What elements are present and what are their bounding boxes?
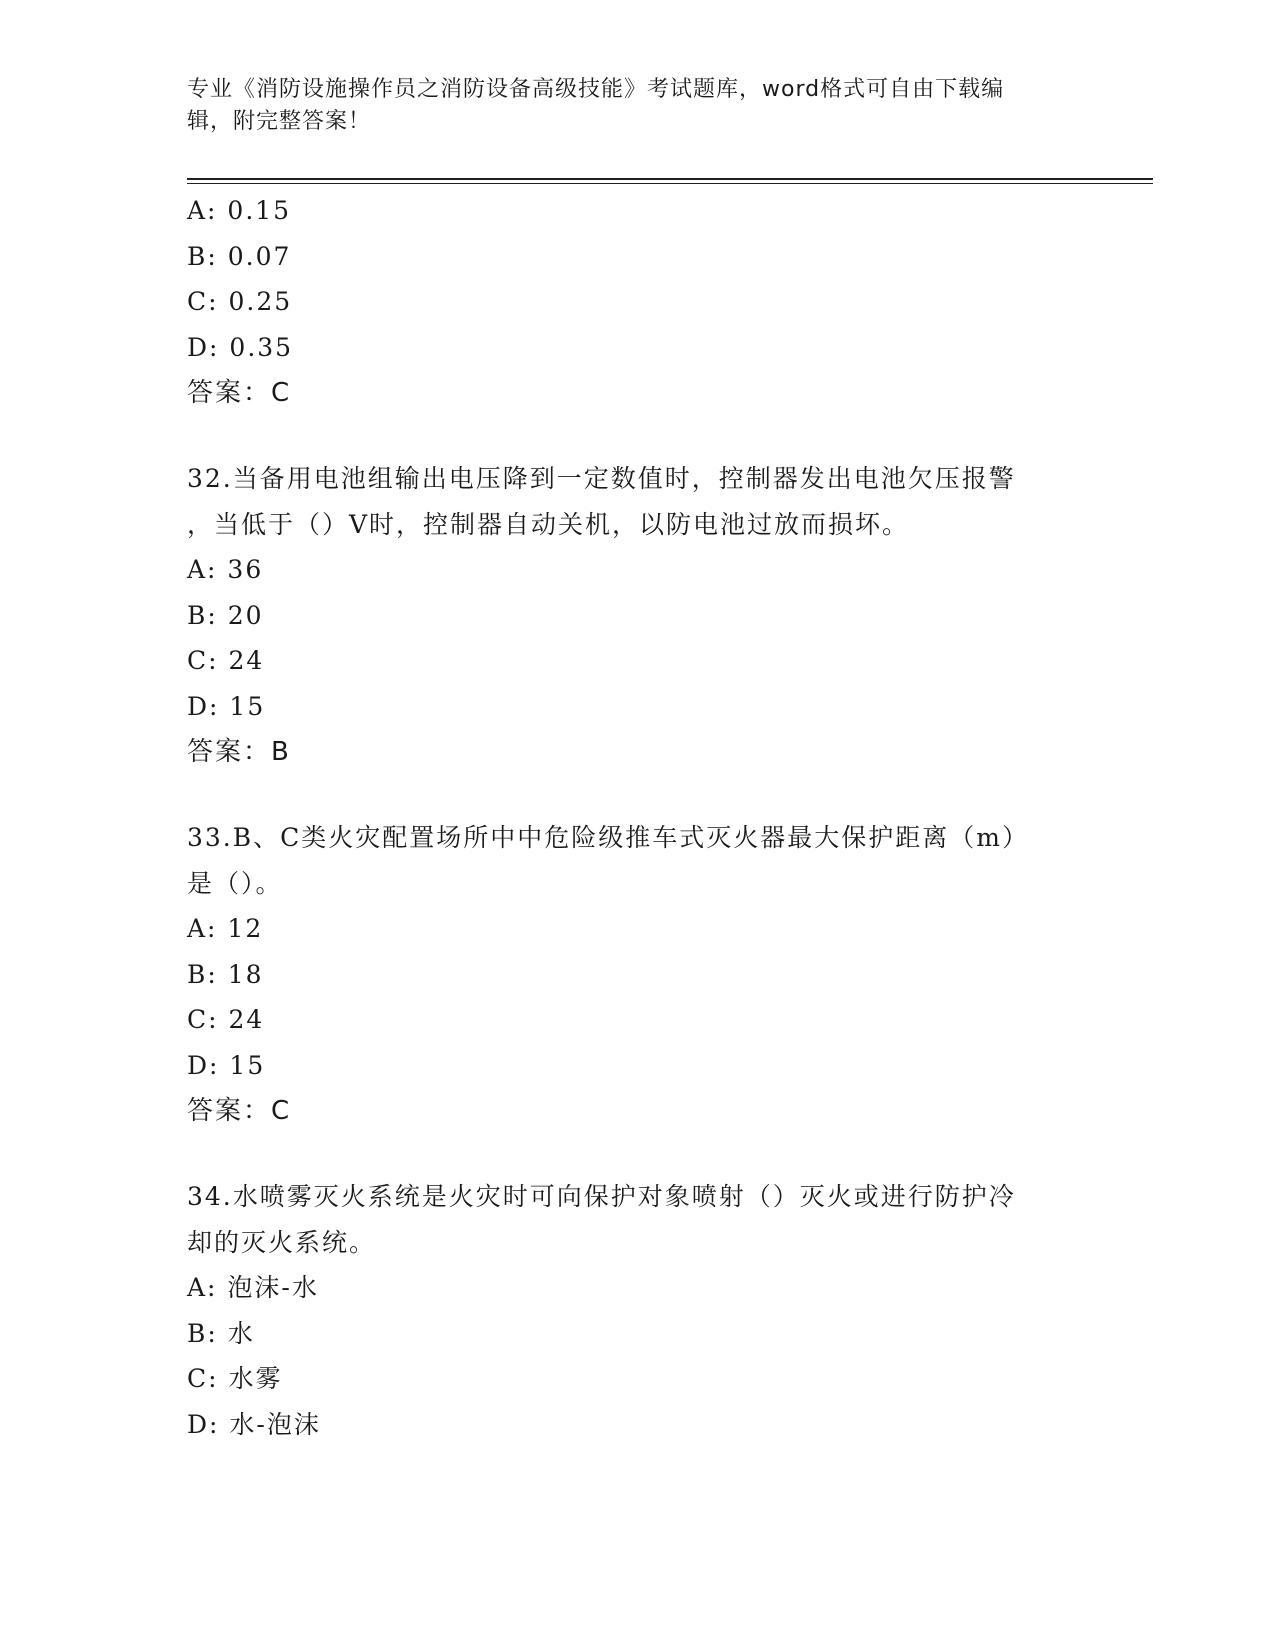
question-text-line-1: 34.水喷雾灭火系统是火灾时可向保护对象喷射（）灭火或进行防护冷 — [187, 1182, 1016, 1211]
option-c: C: 0.25 — [187, 287, 293, 316]
option-a: A: 0.15 — [187, 196, 292, 225]
header-divider-thin — [187, 183, 1153, 184]
prev-question-block — [187, 188, 1087, 416]
option-c: C: 24 — [187, 646, 265, 675]
question-text-line-1: 32.当备用电池组输出电压降到一定数值时，控制器发出电池欠压报警 — [187, 464, 1016, 493]
answer-line: 答案：C — [187, 1096, 292, 1126]
question-text-line-2: 是（）。 — [187, 868, 283, 898]
header-line-1: 专业《消防设施操作员之消防设备高级技能》考试题库，word格式可自由下载编 — [187, 77, 1005, 102]
question-text-line-1: 33.B、C类火灾配置场所中中危险级推车式灭火器最大保护距离（m） — [187, 823, 1029, 852]
option-b: B: 水 — [187, 1318, 255, 1348]
question-32 — [187, 456, 1087, 775]
option-a: A: 泡沫-水 — [187, 1273, 319, 1302]
header-divider-thick — [187, 178, 1153, 180]
answer-line: 答案：C — [187, 378, 292, 408]
option-a: A: 36 — [187, 555, 264, 584]
option-d: D: 水-泡沫 — [187, 1409, 321, 1439]
option-c: C: 水雾 — [187, 1364, 283, 1393]
question-text-line-2: 却的灭火系统。 — [187, 1227, 377, 1257]
document-header — [187, 74, 1067, 138]
question-33 — [187, 815, 1087, 1134]
question-text-line-2: ，当低于（）V时，控制器自动关机，以防电池过放而损坏。 — [187, 509, 910, 539]
option-b: B: 0.07 — [187, 241, 292, 271]
option-d: D: 15 — [187, 691, 266, 721]
option-c: C: 24 — [187, 1005, 265, 1034]
option-d: D: 15 — [187, 1050, 266, 1080]
option-a: A: 12 — [187, 914, 264, 943]
option-d: D: 0.35 — [187, 332, 294, 362]
header-line-2: 辑，附完整答案！ — [187, 109, 372, 134]
question-34 — [187, 1174, 1087, 1447]
answer-line: 答案：B — [187, 737, 291, 767]
question-list — [187, 188, 1087, 1447]
option-b: B: 20 — [187, 600, 264, 630]
option-b: B: 18 — [187, 959, 264, 989]
